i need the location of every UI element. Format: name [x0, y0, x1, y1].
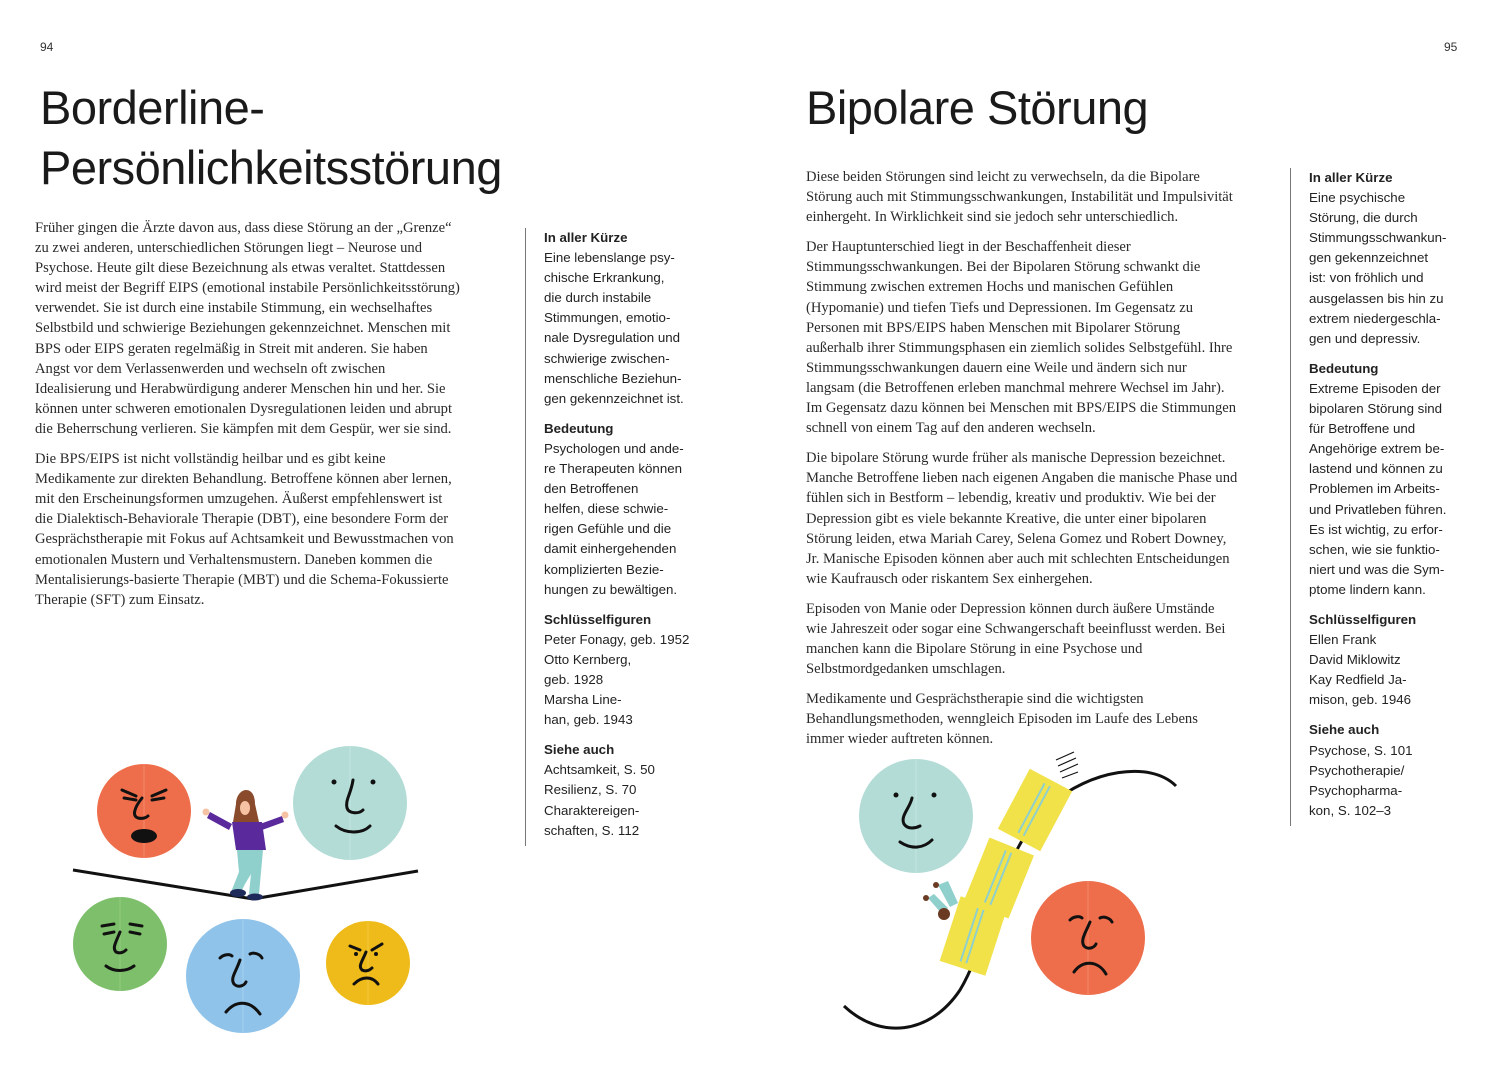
text-line: chische Erkrankung, — [544, 270, 665, 286]
sidebar-facts-left — [525, 228, 724, 846]
text-line: Eine lebenslange psy- — [544, 250, 675, 266]
section-heading: In aller Kürze — [1309, 170, 1393, 185]
text-line: Kay Redfield Ja- — [1309, 672, 1407, 688]
cross-reference: Resilienz, S. 70 — [544, 782, 637, 798]
section-heading: In aller Kürze — [544, 230, 628, 245]
sidebar-facts-right — [1290, 168, 1489, 826]
text-line: Peter Fonagy, geb. 1952 — [544, 631, 690, 647]
page-number-left: 94 — [40, 40, 54, 54]
text-line: lastend und können zu — [1309, 461, 1443, 477]
section-key-figures — [544, 610, 724, 731]
sad-face-icon — [1031, 881, 1145, 995]
text-line: für Betroffene und — [1309, 421, 1416, 437]
text-line: menschliche Beziehun- — [544, 370, 682, 386]
smug-face-icon — [73, 897, 167, 991]
page-number-right: 95 — [1444, 40, 1458, 54]
text-line: geb. 1928 — [544, 671, 604, 687]
page-title-right — [806, 78, 1148, 138]
text-line: bipolaren Störung sind — [1309, 401, 1443, 417]
text-line: ausgelassen bis hin zu — [1309, 290, 1444, 306]
section-heading: Siehe auch — [1309, 722, 1380, 738]
section-see-also — [544, 740, 724, 840]
section-heading: Siehe auch — [544, 742, 615, 758]
text-line: ptome lindern kann. — [1309, 581, 1426, 597]
paragraph: Diese beiden Störungen sind leicht zu verwechseln, da die Bipolare Störung auch mit Stimmungsschwankungen, Instabilität und Impulsivität einhergeht. In Wirklichkeit sind sie jedoch sehr unterschiedlich. — [806, 169, 1233, 226]
content-face-icon — [293, 746, 407, 860]
text-line: Störung, die durch — [1309, 210, 1418, 226]
text-line: Extreme Episoden der — [1309, 380, 1441, 396]
page-title-left — [40, 78, 502, 198]
text-line: die durch instabile — [544, 290, 652, 306]
text-line: mison, geb. 1946 — [1309, 692, 1412, 708]
tightrope-illustration — [60, 740, 430, 1040]
paragraph: Medikamente und Gesprächstherapie sind die wichtigsten Behandlungsmethoden, wenngleich Episoden im Laufe des Lebens immer wieder auftreten können. — [806, 691, 1198, 748]
cross-reference: Achtsamkeit, S. 50 — [544, 762, 655, 778]
text-line: Marsha Line- — [544, 692, 622, 708]
cross-reference: kon, S. 102–3 — [1309, 802, 1392, 818]
paragraph: Episoden von Manie oder Depression können durch äußere Umstände wie Jahreszeit oder sogar eine Schwangerschaft beeinflusst werden. Bei manchen kann die Bipolare Störung in eine Psychose und Selbstmordgedanken umschlagen. — [806, 600, 1226, 678]
section-in-brief — [1309, 168, 1489, 349]
sad-face-icon — [186, 919, 300, 1033]
text-line: schwierige zwischen- — [544, 350, 670, 366]
text-line: den Betroffenen — [544, 481, 639, 497]
paragraph: Der Hauptunterschied liegt in der Beschaffenheit dieser Stimmungsschwankungen. Bei der Bipolaren Störung schwankt die Stimmung zwischen extremen Hochs und manischen Gefühlen (Hypomanie) und tiefen Tiefs und Depressionen. Im Gegensatz zu Personen mit BPS/EIPS haben Menschen mit Bipolarer Störung außerhalb ihrer Stimmungsphasen ein ziemlich solides Selbstgefühl. Ihre Stimmungsschwankungen dauern eine Weile und ändern sich nur langsam (die Betroffenen erleben manchmal mehrere Wechsel im Jahr). Im Gegensatz dazu können bei Menschen mit BPS/EIPS die Stimmungen schnell von einem Tag auf den anderen wechseln. — [806, 239, 1237, 437]
text-line: Ellen Frank — [1309, 632, 1377, 648]
text-line: han, geb. 1943 — [544, 712, 633, 728]
text-line: komplizierten Bezie- — [544, 561, 664, 577]
text-line: ist: von fröhlich und — [1309, 270, 1424, 286]
section-significance — [1309, 359, 1489, 600]
text-line: niert und was die Sym- — [1309, 561, 1445, 577]
rider-figure-icon — [923, 881, 958, 920]
section-key-figures — [1309, 610, 1489, 710]
happy-face-icon — [859, 759, 973, 873]
text-line: hungen zu bewältigen. — [544, 581, 678, 597]
body-text-right — [806, 167, 1238, 760]
body-text-left — [35, 218, 463, 620]
title-line-1: Bipolare Störung — [806, 81, 1149, 134]
section-significance — [544, 419, 724, 600]
section-heading: Schlüsselfiguren — [544, 611, 652, 627]
title-line-1: Borderline- — [40, 81, 265, 134]
text-line: gen gekennzeichnet — [1309, 250, 1429, 266]
text-line: und Privatleben führen. — [1309, 501, 1447, 517]
text-line: Eine psychische — [1309, 190, 1406, 206]
text-line: Es ist wichtig, zu erfor- — [1309, 521, 1443, 537]
text-line: Otto Kernberg, — [544, 651, 632, 667]
annoyed-face-icon — [326, 921, 410, 1005]
text-line: damit einhergehenden — [544, 541, 677, 557]
section-heading: Bedeutung — [544, 420, 614, 436]
angry-face-icon — [97, 764, 191, 858]
text-line: Angehörige extrem be- — [1309, 441, 1445, 457]
text-line: helfen, diese schwie- — [544, 501, 669, 517]
text-line: rigen Gefühle und die — [544, 521, 672, 537]
section-heading: Bedeutung — [1309, 360, 1379, 376]
cross-reference: Psychotherapie/ — [1309, 762, 1405, 778]
roller-coaster-illustration — [830, 750, 1190, 1040]
woman-figure-icon — [203, 790, 289, 901]
text-line: extrem niedergeschla- — [1309, 310, 1441, 326]
paragraph: Früher gingen die Ärzte davon aus, dass diese Störung an der „Grenze“ zu zwei anderen, unterschiedlichen Störungen liegt – Neurose und Psychose. Heute gilt diese Bezeichnung als etwas veraltet. Stattdessen wird meist der Begriff EIPS (emotional instabile Persönlichkeitsstörung) verwendet. Sie ist durch eine instabile Stimmung, ein wechselhaftes Selbstbild und schwierige Beziehungen gekennzeichnet. Menschen mit BPS oder EIPS geraten regelmäßig in Streit mit anderen. Sie haben Angst vor dem Verlassenwerden und wechseln oft zwischen Idealisierung und Herabwürdigung anderer Menschen hin und her. Sie können unter schweren emotionalen Dysregulationen leiden und abrupt die Beherrschung verlieren. Sie kämpfen mit dem Gespür, wer sie sind. — [35, 220, 460, 437]
text-line: gen und depressiv. — [1309, 330, 1421, 346]
text-line: Stimmungen, emotio- — [544, 310, 671, 326]
title-line-2: Persönlichkeitsstörung — [40, 141, 502, 194]
section-in-brief — [544, 228, 724, 409]
section-heading: Schlüsselfiguren — [1309, 611, 1417, 627]
text-line: gen gekennzeichnet ist. — [544, 390, 684, 406]
text-line: Problemen im Arbeits- — [1309, 481, 1440, 497]
paragraph: Die bipolare Störung wurde früher als manische Depression bezeichnet. Manche Betroffene lieben nach eigenen Angaben die manische Phase und fühlen sich in Bestform – lebendig, kreativ und produktiv. Wie bei der Depression gibt es viele bekannte Kreative, die unter einer bipolaren Störung leiden, etwa Mariah Carey, Selena Gomez und Robert Downey, Jr. Manische Episoden können aber auch mit schlechten Entscheidungen wie Kaufrausch oder riskantem Sex einhergehen. — [806, 450, 1238, 587]
text-line: re Therapeuten können — [544, 461, 683, 477]
section-see-also — [1309, 720, 1489, 820]
text-line: Psychologen und ande- — [544, 440, 684, 456]
text-line: Stimmungsschwankun- — [1309, 230, 1447, 246]
text-line: David Miklowitz — [1309, 652, 1401, 668]
cross-reference: Charaktereigen- — [544, 802, 640, 818]
text-line: schen, wie sie funktio- — [1309, 541, 1440, 557]
cross-reference: Psychopharma- — [1309, 782, 1403, 798]
cross-reference: schaften, S. 112 — [544, 822, 640, 838]
paragraph: Die BPS/EIPS ist nicht vollständig heilbar und es gibt keine Medikamente zur direkten Behandlung. Betroffene können aber lernen, mit den Erscheinungsformen umzugehen. Äußerst empfehlenswert ist die Dialektisch-Behaviorale Therapie (DBT), eine besondere Form der Gesprächstherapie mit Fokus auf Achtsamkeit und Bewusstmachen von emotionalen Mustern und Verhaltensmustern. Daneben kommen die Mentalisierungs-basierte Therapie (MBT) und die Schema-Fokussierte Therapie (SFT) zum Einsatz. — [35, 451, 454, 608]
cross-reference: Psychose, S. 101 — [1309, 742, 1413, 758]
text-line: nale Dysregulation und — [544, 330, 681, 346]
